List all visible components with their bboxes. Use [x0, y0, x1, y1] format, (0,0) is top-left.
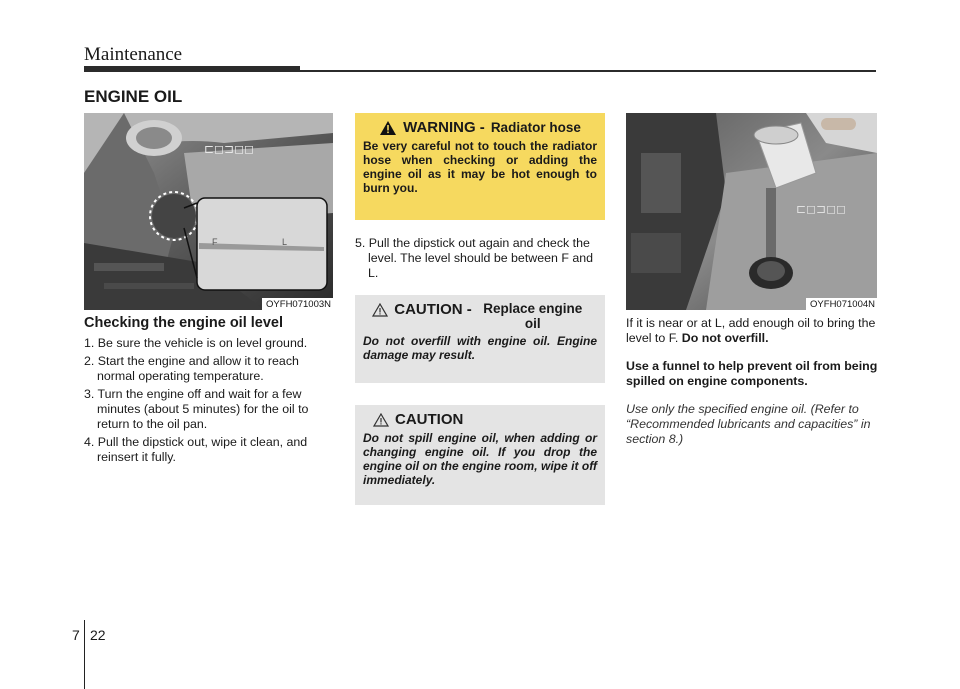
overfill-warning: Do not overfill.	[681, 331, 769, 345]
warning-subject: Radiator hose	[490, 120, 581, 135]
photo-id: OYFH071003N	[262, 298, 333, 310]
dipstick-mark-f: F	[212, 237, 218, 247]
caution-triangle-icon	[372, 303, 388, 317]
caution-body: Do not spill engine oil, when adding or changing engine oil. If you drop the engine oil on the engine room, wipe it off immediately.	[363, 431, 597, 487]
footer-divider	[84, 620, 85, 689]
warning-title	[363, 119, 597, 136]
add-oil-text	[626, 316, 878, 346]
warning-body: Be very careful not to touch the radiator hose when checking or adding the engine oil as it may be hot enough to burn you.	[363, 139, 597, 195]
engine-photo-funnel	[626, 113, 877, 310]
right-column	[626, 316, 878, 447]
chapter-number: 7	[72, 627, 80, 643]
middle-column	[355, 236, 605, 284]
caution-box-spill	[355, 405, 605, 505]
section-title: ENGINE OIL	[84, 87, 183, 106]
caution-label: CAUTION	[395, 411, 464, 428]
warning-label: WARNING -	[403, 119, 485, 136]
page-number: 22	[90, 627, 106, 643]
page-header-title: Maintenance	[84, 44, 183, 65]
caution-title	[363, 301, 597, 331]
step-1: 1. Be sure the vehicle is on level ground.	[84, 336, 308, 350]
caution-subject: Replace engine oil	[483, 301, 583, 331]
left-column	[84, 316, 334, 468]
header-rule	[300, 70, 876, 72]
step-3: 3. Turn the engine off and wait for a few minutes (about 5 minutes) for the oil to return to the oil pan.	[84, 387, 309, 431]
warning-box	[355, 113, 605, 220]
step-5: 5. Pull the dipstick out again and check the level. The level should be between F and L.	[355, 236, 594, 280]
caution-title	[363, 411, 597, 428]
caution-triangle-icon	[373, 413, 389, 427]
svg-text:⊏◻⊐◻◻: ⊏◻⊐◻◻	[204, 142, 254, 156]
engine-photo-dipstick	[84, 113, 333, 310]
photo-id: OYFH071004N	[806, 298, 877, 310]
warning-triangle-icon	[379, 120, 397, 136]
header-bar	[84, 66, 300, 72]
svg-text:⊏◻⊐◻◻: ⊏◻⊐◻◻	[796, 202, 846, 216]
step-2: 2. Start the engine and allow it to reach normal operating temperature.	[84, 354, 299, 383]
subsection-heading: Checking the engine oil level	[84, 315, 284, 331]
caution-label: CAUTION -	[394, 301, 472, 318]
caution-body: Do not overfill with engine oil. Engine damage may result.	[363, 334, 597, 362]
specified-oil-note: Use only the specified engine oil. (Refer to “Recommended lubricants and capacities” in section 8.)	[626, 402, 871, 446]
caution-box-replace-oil	[355, 295, 605, 383]
dipstick-mark-l: L	[282, 237, 288, 247]
funnel-tip: Use a funnel to help prevent oil from being spilled on engine components.	[626, 359, 878, 388]
add-oil-instruction: If it is near or at L, add enough oil to bring the level to F.	[626, 316, 876, 345]
step-4: 4. Pull the dipstick out, wipe it clean, and reinsert it fully.	[84, 435, 308, 464]
